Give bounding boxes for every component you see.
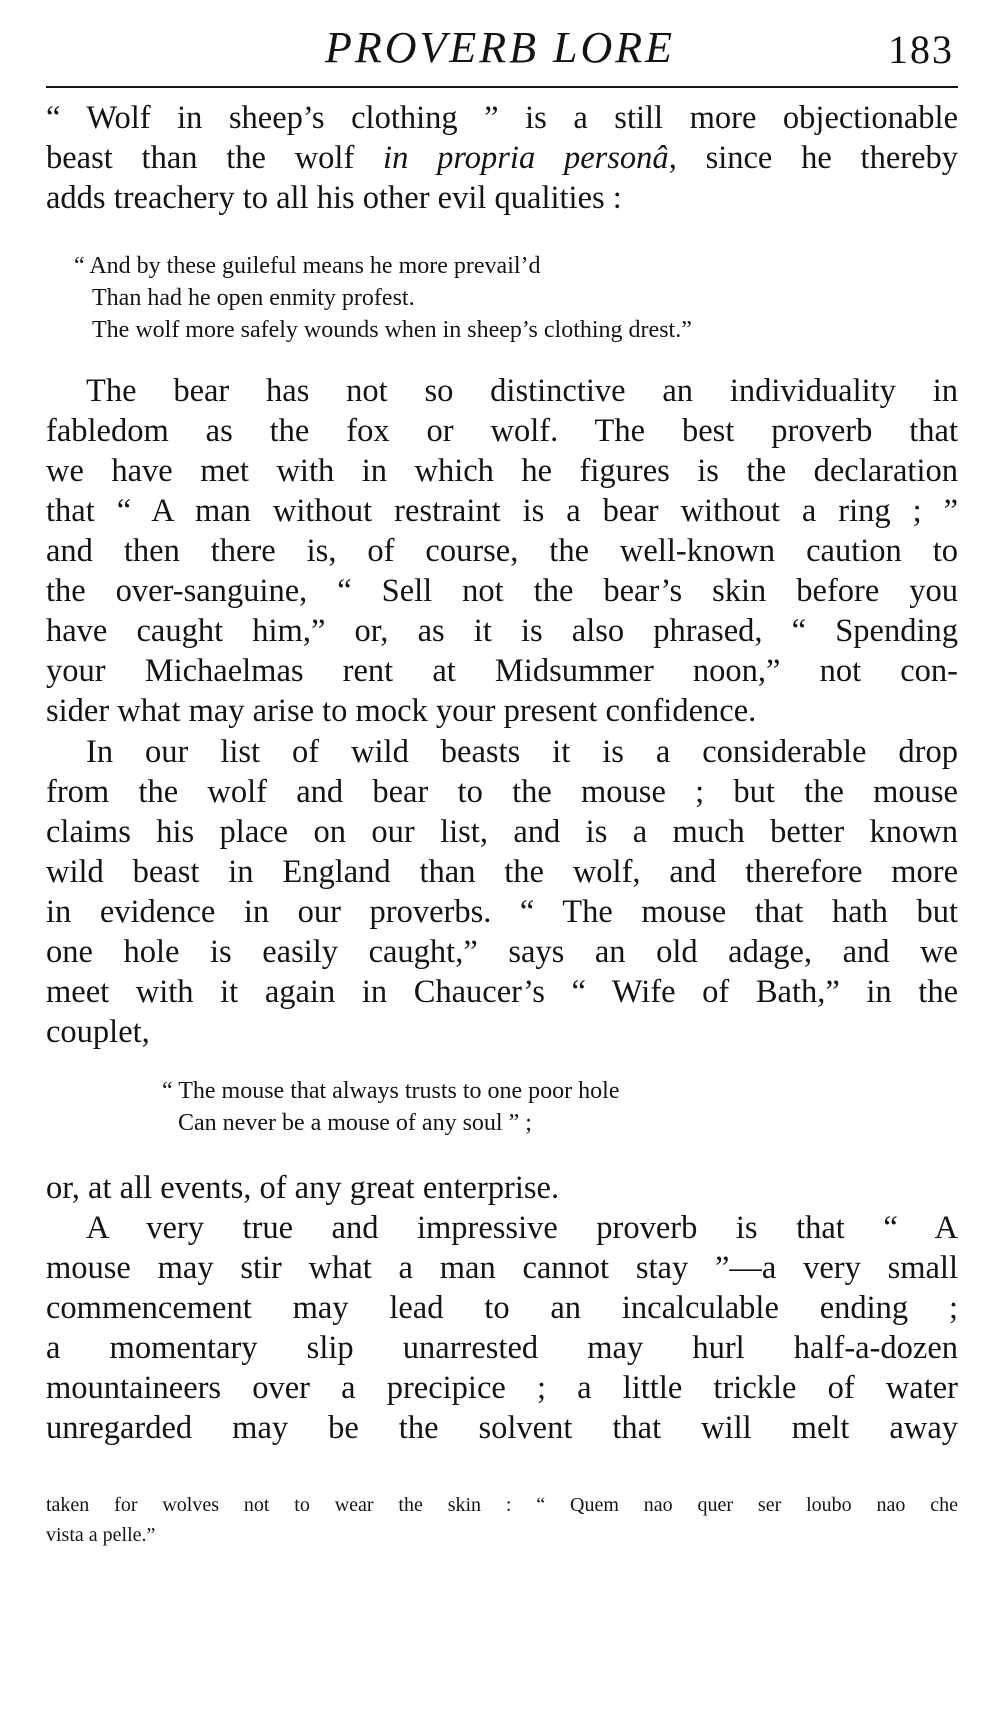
paragraph-2-line-4: that “ A man without restraint is a bear without a ring ; ” <box>46 493 958 529</box>
quote-1-line-2: Than had he open enmity profest. <box>92 285 415 311</box>
paragraph-2-line-2: fabledom as the fox or wolf. The best proverb that <box>46 413 958 449</box>
paragraph-2-line-1: The bear has not so distinctive an individuality in <box>86 373 958 409</box>
page-header <box>46 18 954 80</box>
quote-2-line-1: “ The mouse that always trusts to one poor hole <box>162 1078 620 1104</box>
paragraph-2-line-8: your Michaelmas rent at Midsummer noon,” not con- <box>46 653 958 689</box>
paragraph-3-line-8: couplet, <box>46 1014 150 1050</box>
paragraph-5-line-3: commencement may lead to an incalculable ending ; <box>46 1290 958 1326</box>
paragraph-3-line-1: In our list of wild beasts it is a considerable drop <box>86 734 958 770</box>
text-run: beast than the wolf <box>46 140 384 176</box>
paragraph-3-line-3: claims his place on our list, and is a much better known <box>46 814 958 850</box>
paragraph-4-line-1: or, at all events, of any great enterprise. <box>46 1170 560 1206</box>
paragraph-1-line-2 <box>46 138 958 178</box>
quote-2-line-2: Can never be a mouse of any soul ” ; <box>178 1110 532 1136</box>
paragraph-2-line-6: the over-sanguine, “ Sell not the bear’s skin before you <box>46 573 958 609</box>
paragraph-5-line-2: mouse may stir what a man cannot stay ”—a very small <box>46 1250 958 1286</box>
header-rule <box>46 86 958 88</box>
quote-1-line-3: The wolf more safely wounds when in sheep’s clothing drest.” <box>92 317 692 343</box>
running-title: PROVERB LORE <box>324 23 676 72</box>
page-number: 183 <box>888 27 954 72</box>
paragraph-2-line-5: and then there is, of course, the well-known caution to <box>46 533 958 569</box>
paragraph-3-line-5: in evidence in our proverbs. “ The mouse that hath but <box>46 894 958 930</box>
paragraph-3-line-6: one hole is easily caught,” says an old adage, and we <box>46 934 958 970</box>
paragraph-5-line-4: a momentary slip unarrested may hurl half-a-dozen <box>46 1330 958 1366</box>
paragraph-3-line-7: meet with it again in Chaucer’s “ Wife of Bath,” in the <box>46 974 958 1010</box>
paragraph-5-line-1: A very true and impressive proverb is that “ A <box>86 1210 958 1246</box>
paragraph-2-line-3: we have met with in which he figures is the declaration <box>46 453 958 489</box>
paragraph-3-line-2: from the wolf and bear to the mouse ; but the mouse <box>46 774 958 810</box>
italic-phrase: in propria personâ <box>383 140 669 176</box>
paragraph-2-line-7: have caught him,” or, as it is also phrased, “ Spending <box>46 613 958 649</box>
paragraph-1-line-3: adds treachery to all his other evil qualities : <box>46 180 622 216</box>
paragraph-3-line-4: wild beast in England than the wolf, and therefore more <box>46 854 958 890</box>
quote-1-line-1: “ And by these guileful means he more prevail’d <box>74 253 541 279</box>
text-run: , since he thereby <box>668 140 958 176</box>
footnote-line-1: taken for wolves not to wear the skin : “ Quem nao quer ser loubo nao che <box>46 1494 958 1516</box>
paragraph-2-line-9: sider what may arise to mock your present confidence. <box>46 693 757 729</box>
paragraph-1-line-1: “ Wolf in sheep’s clothing ” is a still more objectionable <box>46 100 958 136</box>
footnote-line-2: vista a pelle.” <box>46 1524 156 1546</box>
paragraph-5-line-6: unregarded may be the solvent that will melt away <box>46 1410 958 1446</box>
paragraph-5-line-5: mountaineers over a precipice ; a little trickle of water <box>46 1370 958 1406</box>
